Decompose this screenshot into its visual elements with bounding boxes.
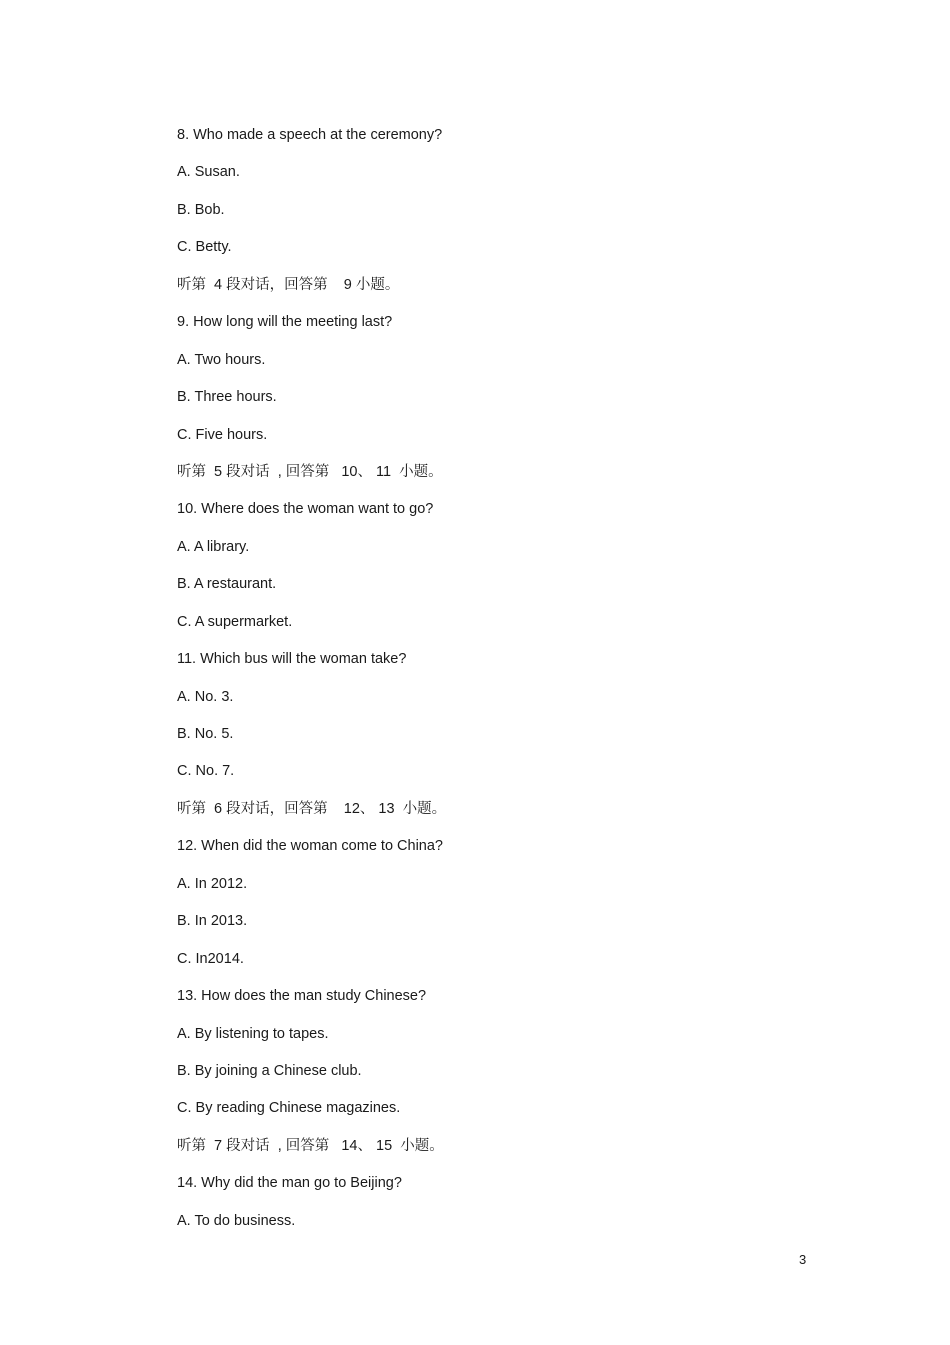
option-12a: A. In 2012. [177,875,248,892]
question-14: 14. Why did the man go to Beijing? [177,1175,402,1192]
option-9b: B. Three hours. [177,389,277,406]
option-10b: B. A restaurant. [177,576,277,593]
option-8b: B. Bob. [177,201,225,218]
instruction-dialogue-6: 听第 6 段对话，回答第 12、 13 小题。 [177,800,447,817]
question-12: 12. When did the woman come to China? [177,838,443,855]
option-13a: A. By listening to tapes. [177,1025,329,1042]
instruction-dialogue-7: 听第 7 段对话 , 回答第 14、 15 小题。 [177,1137,444,1154]
option-9a: A. Two hours. [177,351,266,368]
instruction-dialogue-5: 听第 5 段对话 , 回答第 10、 11 小题。 [177,463,443,480]
question-8: 8. Who made a speech at the ceremony? [177,127,443,143]
option-14a: A. To do business. [177,1212,296,1229]
question-list [177,124,817,1247]
option-8c: C. Betty. [177,239,232,256]
option-11a: A. No. 3. [177,688,234,705]
question-13: 13. How does the man study Chinese? [177,988,427,1005]
option-11b: B. No. 5. [177,726,234,742]
question-10: 10. Where does the woman want to go? [177,501,434,518]
option-8a: A. Susan. [177,164,240,181]
option-9c: C. Five hours. [177,426,268,443]
option-13c: C. By reading Chinese magazines. [177,1100,401,1117]
page-number: 3 [799,1252,807,1267]
option-12b: B. In 2013. [177,913,248,930]
option-10c: C. A supermarket. [177,613,293,630]
question-9: 9. How long will the meeting last? [177,314,393,331]
question-11: 11. Which bus will the woman take? [177,651,407,668]
instruction-dialogue-4: 听第 4 段对话，回答第 9 小题。 [177,276,400,293]
option-13b: B. By joining a Chinese club. [177,1062,362,1079]
option-10a: A. A library. [177,538,250,555]
option-11c: C. No. 7. [177,763,235,780]
option-12c: C. In2014. [177,950,244,967]
